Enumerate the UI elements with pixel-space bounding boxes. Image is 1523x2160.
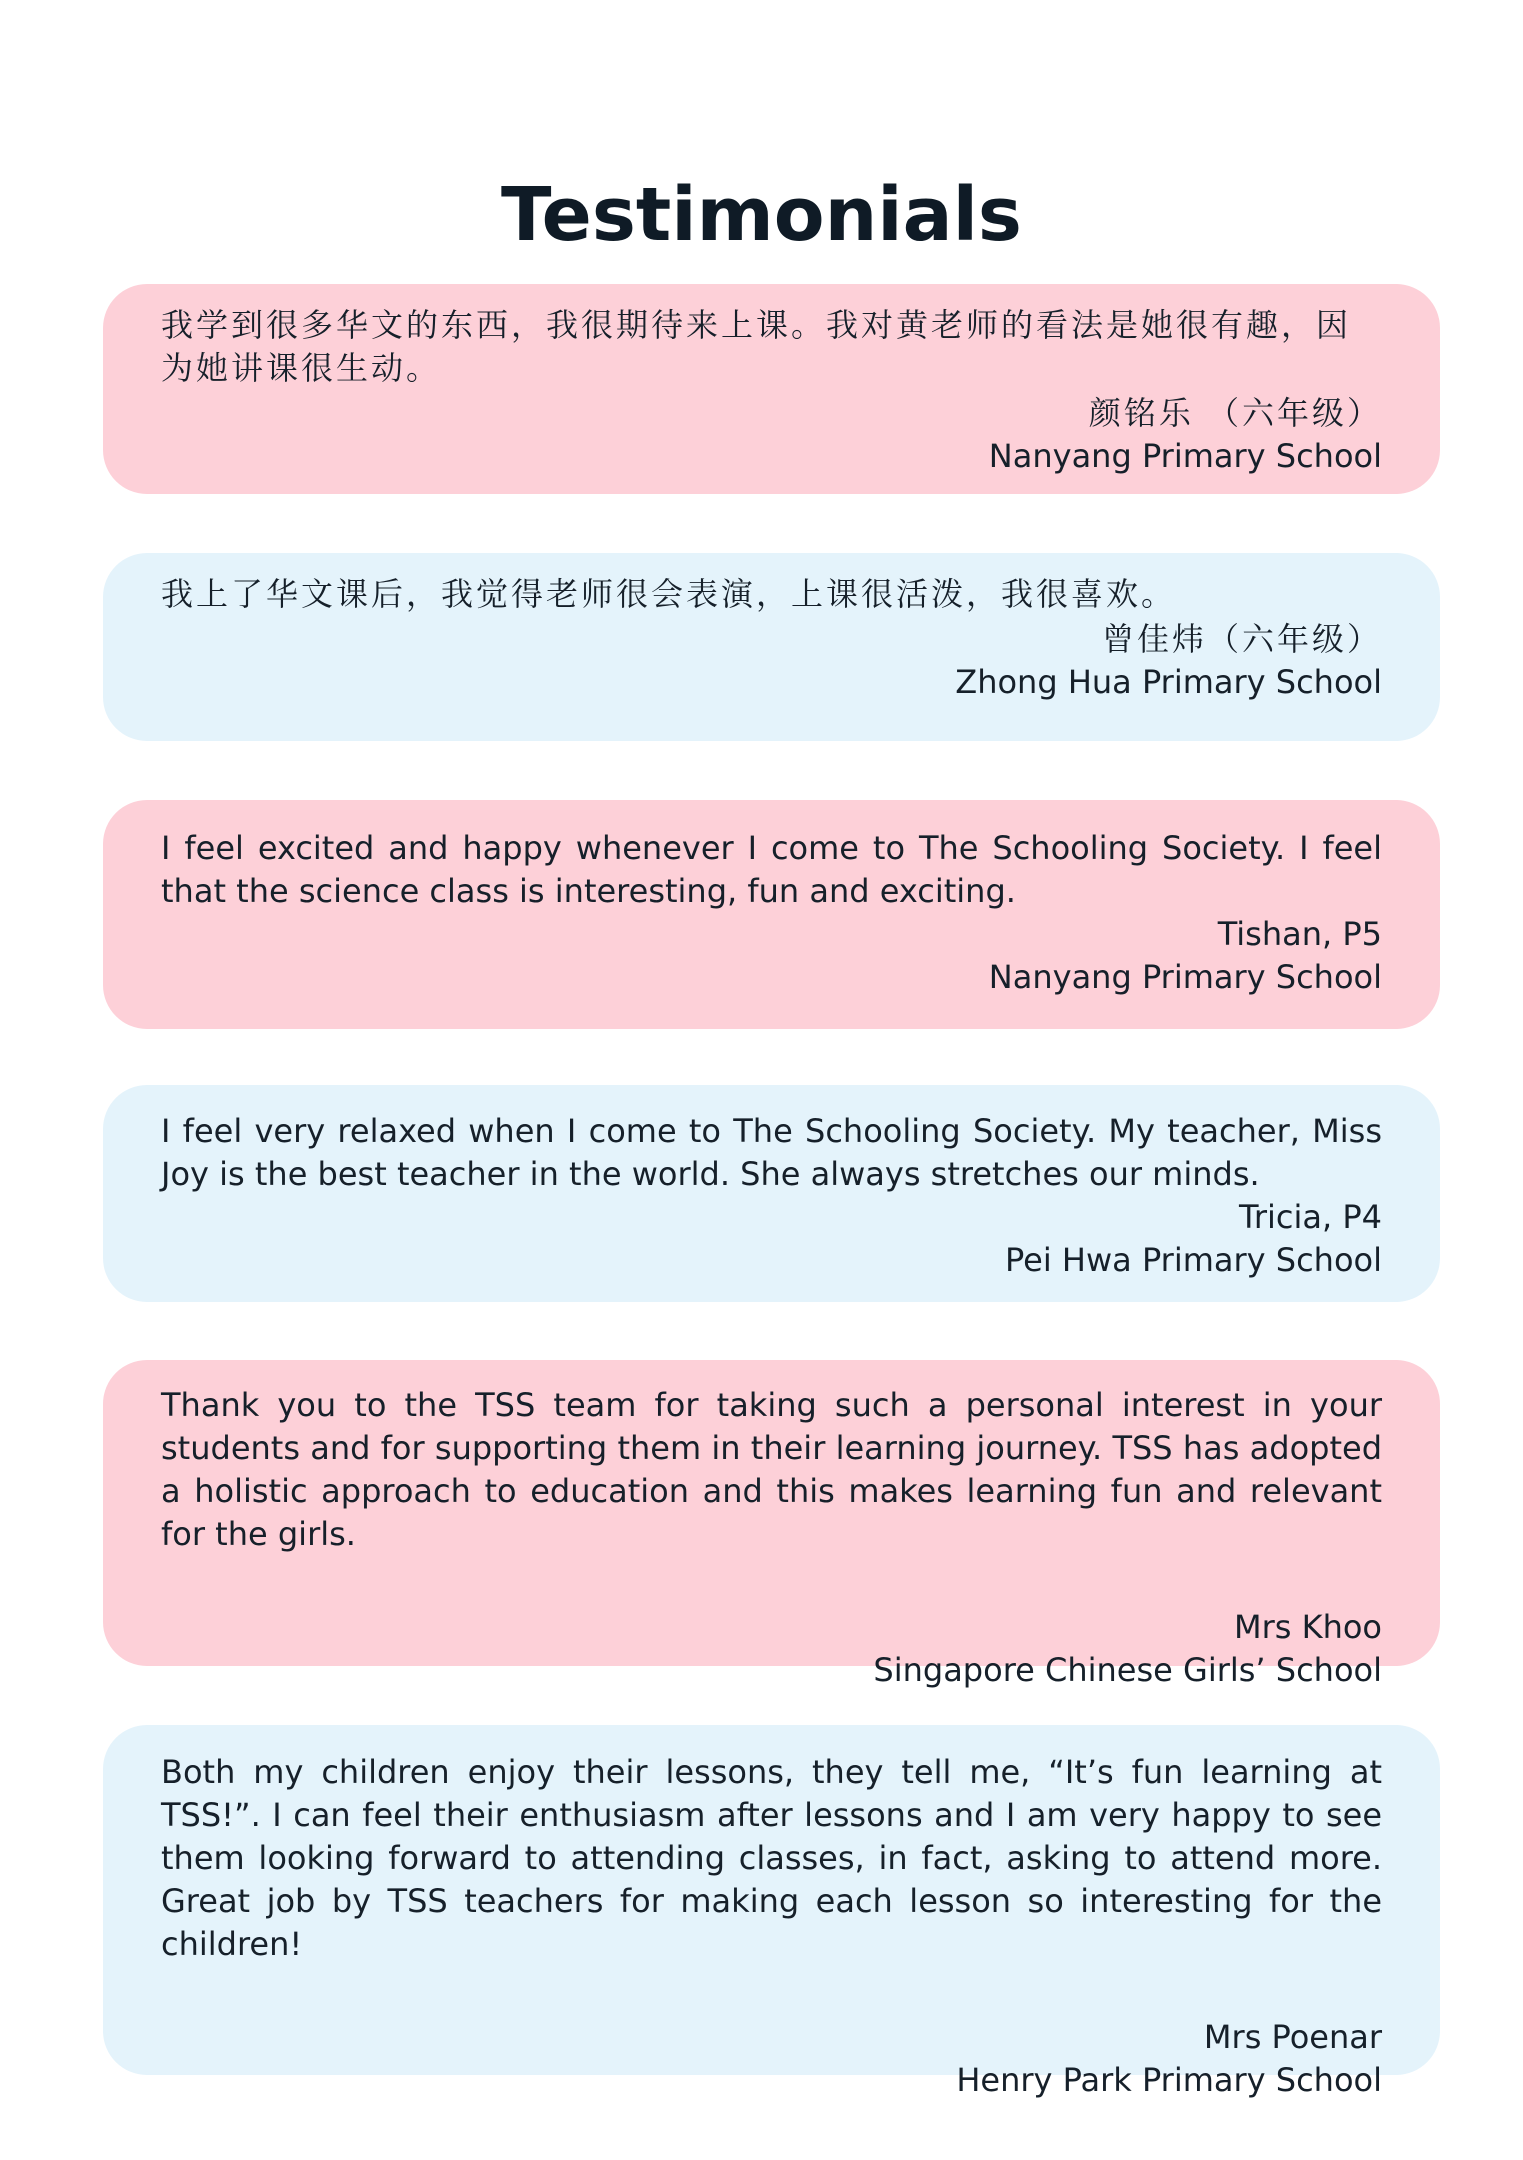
testimonial-card (103, 284, 1440, 494)
testimonial-school: Nanyang Primary School (988, 958, 1382, 996)
testimonial-card (103, 1725, 1440, 2099)
testimonial-school: Pei Hwa Primary School (1005, 1241, 1382, 1279)
testimonial-attribution (161, 392, 1382, 478)
testimonial-author: Mrs Poenar (1203, 2018, 1382, 2056)
testimonial-attribution (161, 1606, 1382, 1692)
testimonial-quote: 我学到很多华文的东西，我很期待来上课。我对黄老师的看法是她很有趣，因为她讲课很生动。 (161, 306, 1352, 387)
testimonial-card (103, 553, 1440, 741)
testimonial-card (103, 1360, 1440, 1689)
testimonial-attribution (161, 913, 1382, 999)
testimonial-quote: Both my children enjoy their lessons, they tell me, “It’s fun learning at TSS!”. I can feel their enthusiasm after lessons and I am very happy to see them looking forward to attending classes, in fact, asking to attend more. Great job by TSS teachers for making each lesson so interesting for the children! (161, 1753, 1382, 1963)
testimonial-author: Tishan, P5 (1217, 915, 1382, 953)
testimonial-quote: I feel very relaxed when I come to The Schooling Society. My teacher, Miss Joy is the best teacher in the world. She always stretches our minds. (161, 1112, 1382, 1193)
testimonial-quote: I feel excited and happy whenever I come to The Schooling Society. I feel that the science class is interesting, fun and exciting. (161, 829, 1382, 910)
testimonial-school: Henry Park Primary School (956, 2061, 1382, 2099)
testimonial-author: Tricia, P4 (1239, 1198, 1382, 1236)
testimonial-attribution (161, 2016, 1382, 2102)
testimonial-quote: 我上了华文课后，我觉得老师很会表演，上课很活泼，我很喜欢。 (161, 575, 1177, 613)
testimonial-school: Singapore Chinese Girls’ School (873, 1651, 1382, 1689)
testimonial-author: 曾佳炜（六年级） (1101, 620, 1382, 658)
testimonial-school: Nanyang Primary School (988, 437, 1382, 475)
testimonial-author: 颜铭乐 （六年级） (1088, 394, 1382, 432)
testimonial-card (103, 1085, 1440, 1302)
page-title: Testimonials (501, 171, 1022, 258)
testimonial-attribution (161, 1196, 1382, 1282)
testimonial-author: Mrs Khoo (1233, 1608, 1382, 1646)
testimonial-attribution (161, 618, 1382, 704)
testimonial-quote: Thank you to the TSS team for taking such a personal interest in your students and for supporting them in their learning journey. TSS has adopted a holistic approach to education and this makes learning fun and relevant for the girls. (161, 1386, 1382, 1553)
testimonial-school: Zhong Hua Primary School (955, 663, 1382, 701)
testimonial-card (103, 800, 1440, 1029)
